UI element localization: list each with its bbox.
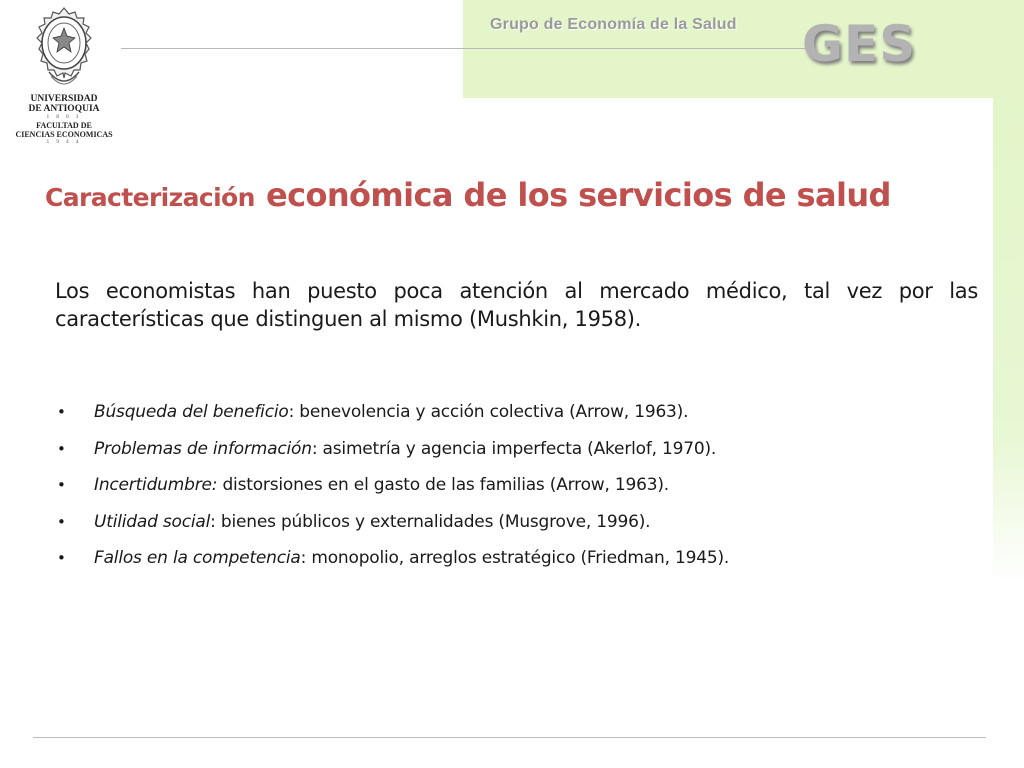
- faculty-founded: 1 9 4 4: [46, 140, 82, 145]
- bullet-icon: •: [57, 476, 66, 494]
- list-item: [55, 508, 985, 545]
- university-name-line1: UNIVERSIDAD: [30, 94, 98, 104]
- bullet-term: Fallos en la competencia: [94, 548, 301, 568]
- list-item: [55, 471, 985, 508]
- bullet-icon: •: [57, 403, 66, 421]
- header-green-band: [463, 0, 1024, 98]
- list-item: [55, 398, 985, 435]
- university-founded: 1 8 0 3: [46, 115, 82, 120]
- faculty-name-line2: CIENCIAS ECONOMICAS: [15, 130, 113, 139]
- bullet-term: Búsqueda del beneficio: [94, 402, 289, 422]
- bullet-text: : bienes públicos y externalidades (Musgrove, 1996).: [210, 511, 651, 532]
- bullet-term: Incertidumbre:: [94, 475, 218, 495]
- side-green-band: [993, 98, 1024, 585]
- bullet-icon: •: [57, 512, 66, 531]
- bullet-text: : benevolencia y acción colectiva (Arrow, 1963).: [288, 402, 689, 422]
- bullet-term: Utilidad social: [94, 511, 211, 532]
- bullet-icon: •: [57, 549, 66, 567]
- footer-divider: [33, 737, 986, 738]
- header-divider: [121, 48, 811, 49]
- bullet-text: : asimetría y agencia imperfecta (Akerlof, 1970).: [311, 438, 717, 459]
- bullet-list: [55, 398, 985, 581]
- slide-title-part2: económica de los servicios de salud: [265, 176, 891, 214]
- ges-logo: GES: [802, 15, 917, 73]
- faculty-name: [8, 121, 120, 139]
- university-seal-icon: [29, 6, 99, 92]
- university-name-line2: DE ANTIOQUIA: [28, 104, 100, 114]
- list-item: [55, 544, 985, 581]
- list-item: [55, 435, 985, 472]
- slide-title-part1: Caracterización: [45, 183, 255, 212]
- bullet-icon: •: [57, 439, 66, 458]
- university-name: [8, 94, 120, 114]
- bullet-term: Problemas de información: [94, 438, 312, 459]
- bullet-text: : monopolio, arreglos estratégico (Friedman, 1945).: [300, 548, 730, 568]
- bullet-text: distorsiones en el gasto de las familias (Arrow, 1963).: [217, 475, 669, 495]
- group-name: Grupo de Economía de la Salud: [490, 16, 737, 33]
- slide-title: [45, 176, 990, 214]
- intro-paragraph: Los economistas han puesto poca atención al mercado médico, tal vez por las características que distinguen al mismo (Mushkin, 1958).: [55, 279, 978, 331]
- university-logo: [8, 6, 120, 156]
- faculty-name-line1: FACULTAD DE: [36, 121, 92, 130]
